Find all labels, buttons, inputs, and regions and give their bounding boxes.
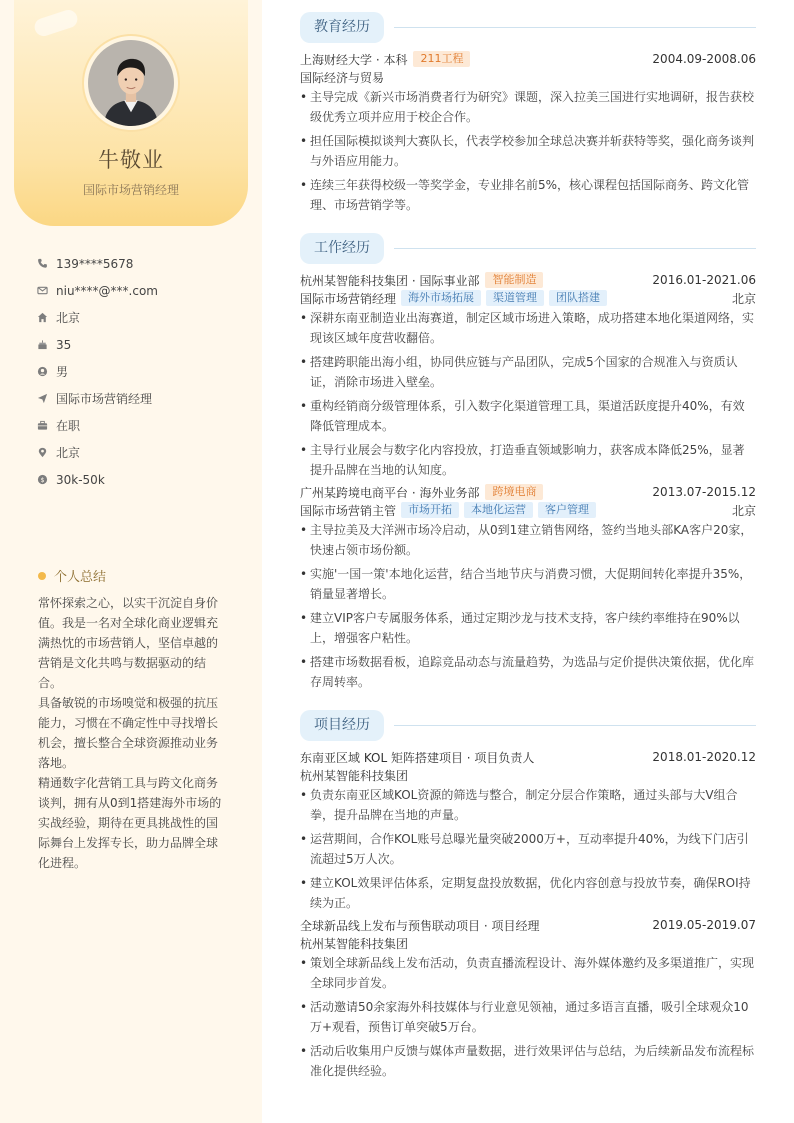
info-item-email — [36, 277, 246, 304]
school-tag: 211工程 — [413, 51, 470, 67]
education-section-header — [300, 11, 756, 43]
summary-heading-text: 个人总结 — [54, 570, 107, 585]
projects-section-header — [300, 709, 756, 741]
info-text: 139****5678 — [56, 256, 134, 271]
work-entry — [300, 483, 756, 696]
summary-paragraph: 常怀探索之心，以实干沉淀自身价值。我是一名对全球化商业逻辑充满热忱的市场营销人，坚信卓越的营销是文化共鸣与数据驱动的结合。 — [38, 596, 219, 690]
education-row — [300, 50, 756, 68]
info-item-city — [36, 304, 246, 331]
info-text: 男 — [56, 365, 69, 379]
divider — [394, 725, 756, 726]
bullet-item: • 搭建跨职能出海小组，协同供应链与产品团队，完成5个国家的合规准入与资质认证，消除市场进入壁垒。 — [300, 352, 756, 392]
info-item-target-role — [36, 385, 246, 412]
info-text: 北京 — [56, 446, 81, 460]
bullet-dot-icon — [38, 572, 46, 580]
industry-tag: 跨境电商 — [485, 484, 543, 500]
job-bullets — [300, 520, 756, 692]
info-item-phone — [36, 250, 246, 277]
divider — [394, 27, 756, 28]
job-date: 2016.01-2021.06 — [652, 273, 756, 287]
bullet-item: • 担任国际模拟谈判大赛队长，代表学校参加全球总决赛并斩获特等奖，强化商务谈判与外语应用能力。 — [300, 131, 756, 171]
bullet-item: • 负责东南亚区域KOL资源的筛选与整合，制定分层合作策略，通过头部与大V组合拳，提升品牌在当地的声量。 — [300, 785, 756, 825]
summary-paragraph: 精通数字化营销工具与跨文化商务谈判，拥有从0到1搭建海外市场的实战经验，期待在更具挑战性的国际舞台上发挥专长，助力品牌全球化进程。 — [38, 776, 222, 870]
info-text: 在职 — [56, 419, 81, 433]
info-item-gender — [36, 358, 246, 385]
info-text: 北京 — [56, 311, 81, 325]
project-bullets — [300, 953, 756, 1081]
project-date: 2018.01-2020.12 — [652, 750, 756, 764]
avatar — [84, 36, 178, 130]
info-text: 35 — [56, 337, 72, 352]
bullet-item: • 运营期间，合作KOL账号总曝光量突破2000万+，互动率提升40%，为线下门店引流超过5万人次。 — [300, 829, 756, 869]
location-pin-icon — [36, 447, 48, 459]
project-org-row — [300, 766, 756, 784]
skill-tag: 本地化运营 — [464, 502, 533, 518]
company-row — [300, 271, 756, 289]
bullet-item: • 重构经销商分级管理体系，引入数字化渠道管理工具，渠道活跃度提升40%，有效降低管理成本。 — [300, 396, 756, 436]
project-entry — [300, 748, 756, 917]
industry-tag: 智能制造 — [485, 272, 543, 288]
job-location: 北京 — [731, 291, 756, 306]
summary-body — [38, 593, 222, 873]
company-row — [300, 483, 756, 501]
role-row — [300, 501, 756, 519]
mail-icon — [36, 285, 48, 297]
project-row — [300, 748, 756, 766]
home-icon — [36, 312, 48, 324]
school-name: 上海财经大学 · 本科 — [300, 52, 408, 67]
contact-info-list — [36, 250, 246, 493]
salary-icon — [36, 474, 48, 486]
profile-title: 国际市场营销经理 — [82, 183, 179, 197]
gender-icon — [36, 366, 48, 378]
project-org: 杭州某智能科技集团 — [300, 768, 409, 783]
info-item-status — [36, 412, 246, 439]
role-row — [300, 289, 756, 307]
job-location: 北京 — [731, 503, 756, 518]
svg-text:$: $ — [39, 475, 45, 484]
send-icon — [36, 393, 48, 405]
bullet-item: • 建立VIP客户专属服务体系，通过定期沙龙与技术支持，客户续约率维持在90%以上，增强客户粘性。 — [300, 608, 756, 648]
bullet-item: • 主导拉美及大洋洲市场冷启动，从0到1建立销售网络，签约当地头部KA客户20家，快速占领市场份额。 — [300, 520, 756, 560]
major: 国际经济与贸易 — [300, 70, 385, 85]
avatar-photo — [88, 40, 174, 126]
education-heading: 教育经历 — [300, 12, 384, 43]
skill-tag: 市场开拓 — [401, 502, 459, 518]
bullet-item: • 建立KOL效果评估体系，定期复盘投放数据，优化内容创意与投放节奏，确保ROI持续为正。 — [300, 873, 756, 913]
briefcase-icon — [36, 420, 48, 432]
project-entry — [300, 916, 756, 1085]
job-bullets — [300, 308, 756, 480]
divider — [394, 248, 756, 249]
project-date: 2019.05-2019.07 — [652, 918, 756, 932]
projects-heading: 项目经历 — [300, 710, 384, 741]
bullet-item: • 策划全球新品线上发布活动，负责直播流程设计、海外媒体邀约及多渠道推广，实现全球同步首发。 — [300, 953, 756, 993]
project-row — [300, 916, 756, 934]
bullet-item: • 深耕东南亚制造业出海赛道，制定区域市场进入策略，成功搭建本地化渠道网络，实现该区域年度营收翻倍。 — [300, 308, 756, 348]
sidebar — [0, 0, 262, 1123]
skill-tag: 客户管理 — [538, 502, 596, 518]
bullet-item: • 主导行业展会与数字化内容投放，打造垂直领域影响力，获客成本降低25%，显著提升品牌在当地的认知度。 — [300, 440, 756, 480]
summary-heading — [38, 566, 106, 585]
info-text: 30k-50k — [56, 472, 105, 487]
job-date: 2013.07-2015.12 — [652, 485, 756, 499]
job-role: 国际市场营销主管 — [300, 503, 397, 518]
bullet-item: • 搭建市场数据看板，追踪竞品动态与流量趋势，为选品与定价提供决策依据，优化库存周转率。 — [300, 652, 756, 692]
bullet-item: • 活动邀请50余家海外科技媒体与行业意见领袖，通过多语言直播，吸引全球观众10万+观看，预售订单突破5万台。 — [300, 997, 756, 1037]
bullet-item: • 活动后收集用户反馈与媒体声量数据，进行效果评估与总结，为后续新品发布流程标准化提供经验。 — [300, 1041, 756, 1081]
info-text: 国际市场营销经理 — [56, 392, 153, 406]
company-name: 杭州某智能科技集团 · 国际事业部 — [300, 273, 480, 288]
bullet-item: • 实施'一国一策'本地化运营，结合当地节庆与消费习惯，大促期间转化率提升35%，销量显著增长。 — [300, 564, 756, 604]
work-heading: 工作经历 — [300, 233, 384, 264]
skill-tag: 海外市场拓展 — [401, 290, 481, 306]
info-text: niu****@***.com — [56, 283, 158, 298]
bullet-item: • 主导完成《新兴市场消费者行为研究》课题，深入拉美三国进行实地调研，报告获校级优秀立项并应用于校企合作。 — [300, 87, 756, 127]
project-org-row — [300, 934, 756, 952]
skill-tag: 渠道管理 — [486, 290, 544, 306]
phone-icon — [36, 258, 48, 270]
education-entry — [300, 50, 756, 219]
project-org: 杭州某智能科技集团 — [300, 936, 409, 951]
info-item-location — [36, 439, 246, 466]
summary-paragraph: 具备敏锐的市场嗅觉和极强的抗压能力，习惯在不确定性中寻找增长机会，擅长整合全球资源推动业务落地。 — [38, 696, 219, 770]
profile-name: 牛敬业 — [98, 148, 164, 172]
project-name: 东南亚区域 KOL 矩阵搭建项目 · 项目负责人 — [300, 750, 535, 765]
education-bullets — [300, 87, 756, 215]
project-name: 全球新品线上发布与预售联动项目 · 项目经理 — [300, 918, 540, 933]
education-date: 2004.09-2008.06 — [652, 52, 756, 66]
work-section-header — [300, 232, 756, 264]
project-bullets — [300, 785, 756, 913]
company-name: 广州某跨境电商平台 · 海外业务部 — [300, 485, 480, 500]
info-item-age — [36, 331, 246, 358]
bullet-item: • 连续三年获得校级一等奖学金，专业排名前5%，核心课程包括国际商务、跨文化管理、市场营销学等。 — [300, 175, 756, 215]
work-entry — [300, 271, 756, 484]
cake-icon — [36, 339, 48, 351]
job-role: 国际市场营销经理 — [300, 291, 397, 306]
skill-tag: 团队搭建 — [549, 290, 607, 306]
info-item-salary — [36, 466, 246, 493]
major-row — [300, 68, 756, 86]
